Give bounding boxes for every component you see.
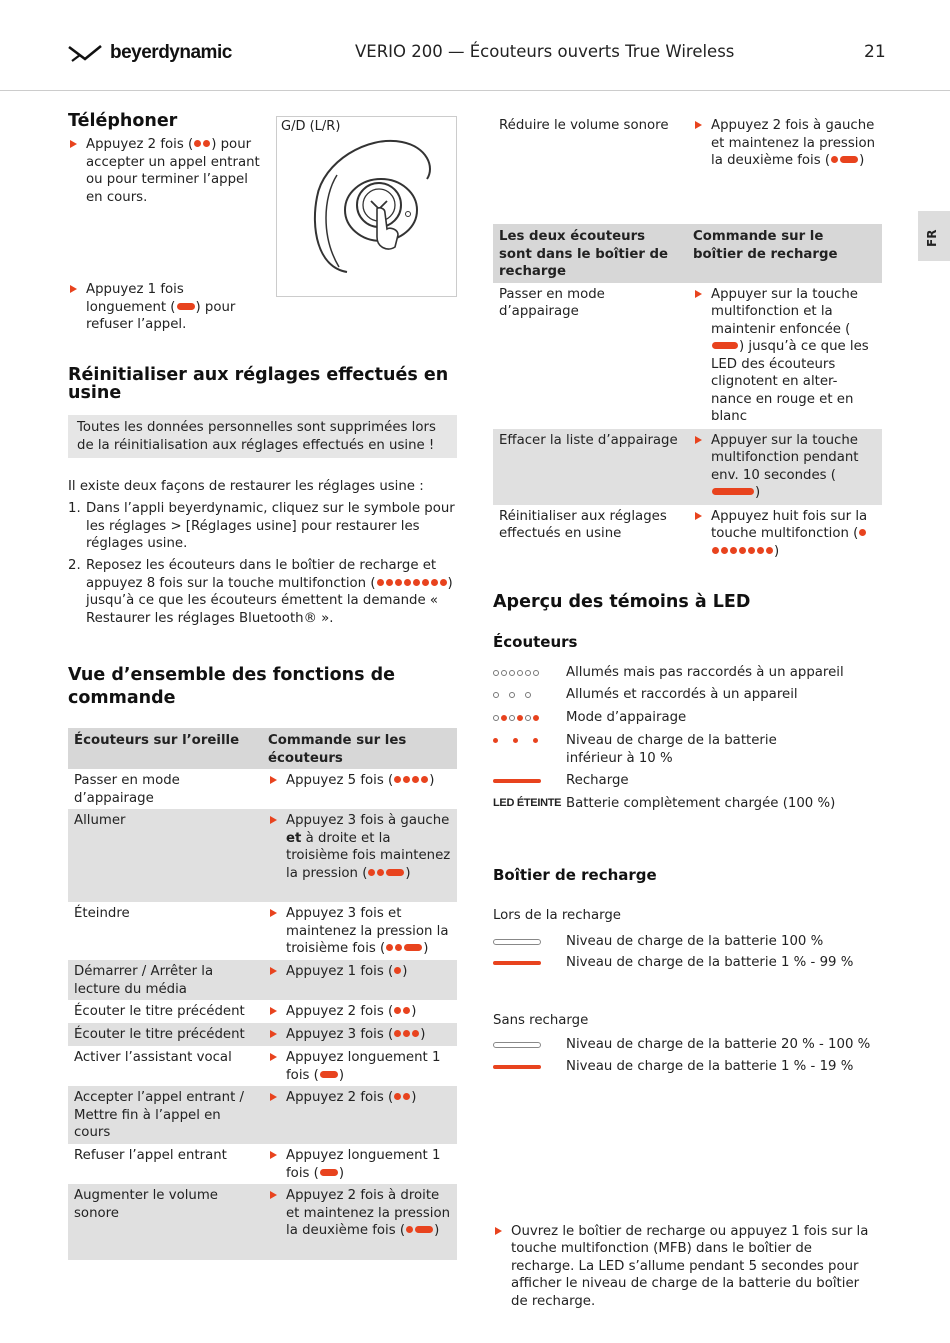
led-legend-row: Niveau de charge de la batterie 1 % - 19 % <box>493 1058 853 1076</box>
reset-step-1: 1. Dans l’appli beyerdynamic, cliquez sur le symbole pour les réglages > [Réglages usine] pour restaurer les réglages usine. <box>68 501 455 551</box>
page-number: 21 <box>864 42 886 62</box>
subsection-title-earbuds: Écouteurs <box>493 633 578 651</box>
table-row: Éteindre Appuyez 3 fois et maintenez la pression la troisième fois ( ) <box>68 902 457 960</box>
led-legend-row: LED ÉTEINTE Batterie complètement chargée (100 %) <box>493 796 836 811</box>
table-row: Réduire le volume sonore Appuyez 2 fois à gauche et maintenez la pression la deuxième fois ( ) <box>499 118 876 168</box>
led-white-solid-icon <box>493 933 566 951</box>
led-legend-row: Recharge <box>493 772 629 790</box>
led-slow-blink-icon <box>493 686 566 704</box>
table-header-cell: Commande sur les écouteurs <box>262 728 457 769</box>
nocharge-label: Sans recharge <box>493 1013 589 1028</box>
controls-table-earbuds <box>68 728 457 1260</box>
list-item: Appuyez 1 fois longuement ( ) pour refuser l’appel. <box>68 281 263 334</box>
led-legend-row: Niveau de charge de la batterie 20 % - 100 % <box>493 1036 870 1054</box>
language-tab: FR <box>918 211 950 261</box>
led-alternating-icon <box>493 709 566 727</box>
led-legend-row: Niveau de charge de la batterie 1 % - 99 % <box>493 954 853 972</box>
led-red-solid-icon <box>493 1058 566 1076</box>
list-item: Appuyez 2 fois ( ) pour accepter un appel entrant ou pour terminer l’appel en cours. <box>68 136 263 206</box>
led-red-solid-icon <box>493 954 566 972</box>
table-row: Accepter l’appel entrant / Mettre fin à l’appel en cours Appuyez 2 fois ( ) <box>68 1086 457 1144</box>
earbud-illustration <box>276 116 457 297</box>
table-header-row <box>493 224 882 283</box>
table-header-cell: Écouteurs sur l’oreille <box>68 728 262 769</box>
table-row: Activer l’assistant vocal Appuyez longuement 1 fois ( ) <box>68 1046 457 1086</box>
led-legend-row: Niveau de charge de la batterie 100 % <box>493 933 823 951</box>
case-instruction: Ouvrez le boîtier de recharge ou appuyez 1 fois sur la touche multifonction (MFB) dans le boîtier de recharge. La LED s’allume pendant 5 secondes pour afficher le niveau de charge de la batterie du boîtier de recharge. <box>493 1223 878 1311</box>
header-divider <box>0 90 950 91</box>
reset-step-2: 2. Reposez les écouteurs dans le boîtier de recharge et appuyez 8 fois sur la touche multifonction ( ) jusqu’à ce que les écouteurs émettent la demande « Restaurer les réglages Bluetooth® ». <box>68 558 453 626</box>
section-title-led: Aperçu des témoins à LED <box>493 592 751 612</box>
table-row: Refuser l’appel entrant Appuyez longuement 1 fois ( ) <box>68 1144 457 1184</box>
warning-note: Toutes les données personnelles sont supprimées lors de la réinitialisation aux réglages effectués en usine ! <box>68 415 457 458</box>
led-legend-row: Mode d’appairage <box>493 709 686 727</box>
brand-name: beyerdynamic <box>110 42 232 63</box>
subsection-title-case: Boîtier de recharge <box>493 866 657 884</box>
image-label: G/D (L/R) <box>281 119 341 134</box>
table-row: Allumer Appuyez 3 fois à gauche et à droite et la troisième fois maintenez la pression ( ) <box>68 809 457 902</box>
table-row: Passer en mode d’appairage Appuyez 5 fois ( ) <box>68 769 457 809</box>
led-off-blink-icon <box>493 664 566 682</box>
led-legend-row: Niveau de charge de la batterie inférieur à 10 % <box>493 732 836 767</box>
table-row: Écouter le titre précédent Appuyez 3 fois ( ) <box>68 1023 457 1046</box>
table-row: Augmenter le volume sonore Appuyez 2 fois à droite et maintenez la pression la deuxième fois ( ) <box>68 1184 457 1260</box>
led-red-solid-icon <box>493 772 566 790</box>
reset-intro: Il existe deux façons de restaurer les réglages usine : <box>68 479 424 494</box>
earbud-hand-icon <box>277 117 458 298</box>
document-title: VERIO 200 — Écouteurs ouverts True Wireless <box>355 42 735 61</box>
controls-table-case <box>493 114 882 563</box>
beyerdynamic-logo-icon <box>68 43 102 63</box>
section-title-reset: Réinitialiser aux réglages effectués en usine <box>68 365 449 403</box>
led-off-label: LED ÉTEINTE <box>493 797 562 809</box>
led-red-blink-icon <box>493 732 566 750</box>
table-row: Passer en mode d’appairage Appuyer sur la touche multifonction et la maintenir enfoncée () jusqu’à ce que les LED des écouteurs clignotent en alter-nance en rouge et en blanc <box>493 283 882 429</box>
charging-label: Lors de la recharge <box>493 908 621 923</box>
section-title-overview: Vue d’ensemble des fonctions de commande <box>68 665 395 708</box>
brand-logo <box>68 42 232 64</box>
table-row: Écouter le titre précédent Appuyez 2 fois ( ) <box>68 1000 457 1023</box>
table-header-row <box>68 728 457 769</box>
led-legend-row: Allumés et raccordés à un appareil <box>493 686 798 704</box>
led-white-solid-icon <box>493 1036 566 1054</box>
table-header-cell: Commande sur le boîtier de recharge <box>687 224 882 283</box>
table-header-cell: Les deux écouteurs sont dans le boîtier de recharge <box>493 224 687 283</box>
table-row: Effacer la liste d’appairage Appuyer sur la touche multifonction pendant env. 10 secondes () <box>493 429 882 505</box>
section-title-telephoner: Téléphoner <box>68 111 178 131</box>
table-row: Démarrer / Arrêter la lecture du média Appuyez 1 fois ( ) <box>68 960 457 1000</box>
led-legend-row: Allumés mais pas raccordés à un appareil <box>493 664 844 682</box>
table-row: Réinitialiser aux réglages effectués en usine Appuyez huit fois sur la touche multifonction () <box>493 505 882 563</box>
